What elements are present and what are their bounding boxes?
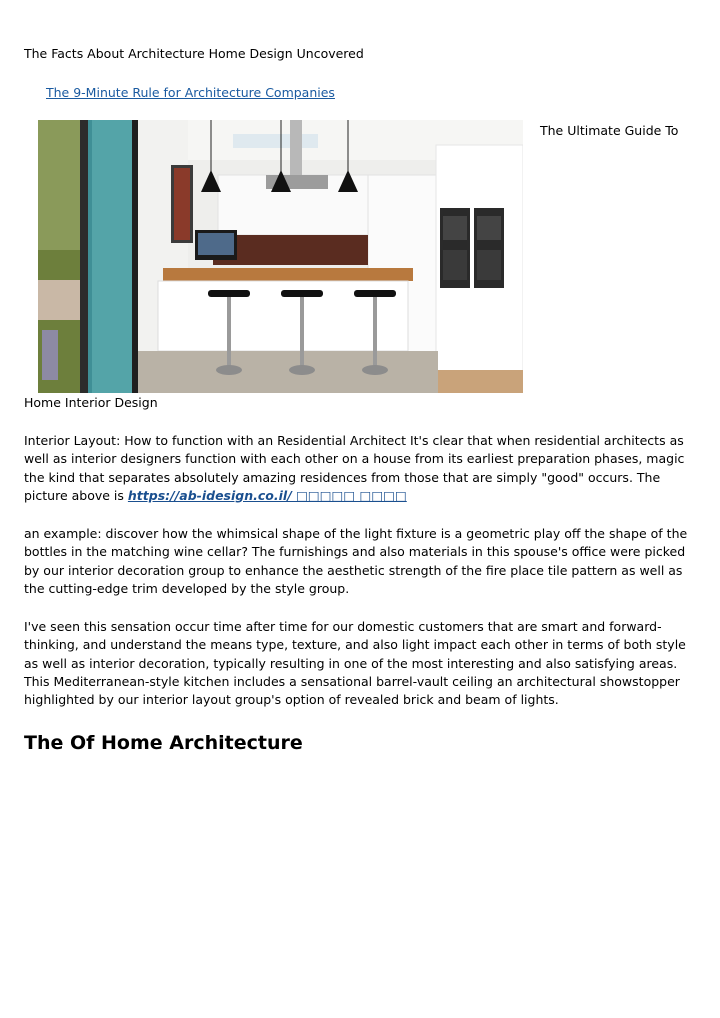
kitchen-photo (38, 120, 523, 393)
paragraph-example: an example: discover how the whimsical shape of the light fixture is a geometric play off the shape of the bottles in the matching wine cellar? The furnishings and also materials in this spouse's office were picked by our interior decoration group to enhance the aesthetic strength of the fire place tile pattern as well as the cutting-edge trim developed by the style group. (24, 526, 688, 596)
paragraph-interior-layout (24, 432, 696, 505)
side-text: The Ultimate Guide To (540, 123, 679, 138)
paragraph-text: Interior Layout: How to function with an Residential Architect It's clear that when residential architects as well as interior designers function with each other on a house from its earliest preparation phases, magic the kind that separates absolutely amazing residences from those that are simply "good" occurs. The picture above is (24, 433, 685, 503)
section-heading: The Of Home Architecture (24, 732, 303, 754)
image-caption: Home Interior Design (24, 395, 158, 410)
architecture-companies-link[interactable]: The 9-Minute Rule for Architecture Companies (46, 85, 335, 100)
document-title: The Facts About Architecture Home Design Uncovered (24, 46, 364, 61)
paragraph-domestic-customers: I've seen this sensation occur time after time for our domestic customers that are smart and forward-thinking, and understand the means type, texture, and also light impact each other in terms of both style as well as interior decoration, typically resulting in one of the most interesting and also satisfying areas. This Mediterranean-style kitchen includes a sensational barrel-vault ceiling an architectural showstopper highlighted by our interior layout group's option of revealed brick and beam of lights. (24, 619, 686, 708)
ab-idesign-link[interactable]: https://ab-idesign.co.il/ □□□□□ □□□□ (127, 487, 407, 503)
